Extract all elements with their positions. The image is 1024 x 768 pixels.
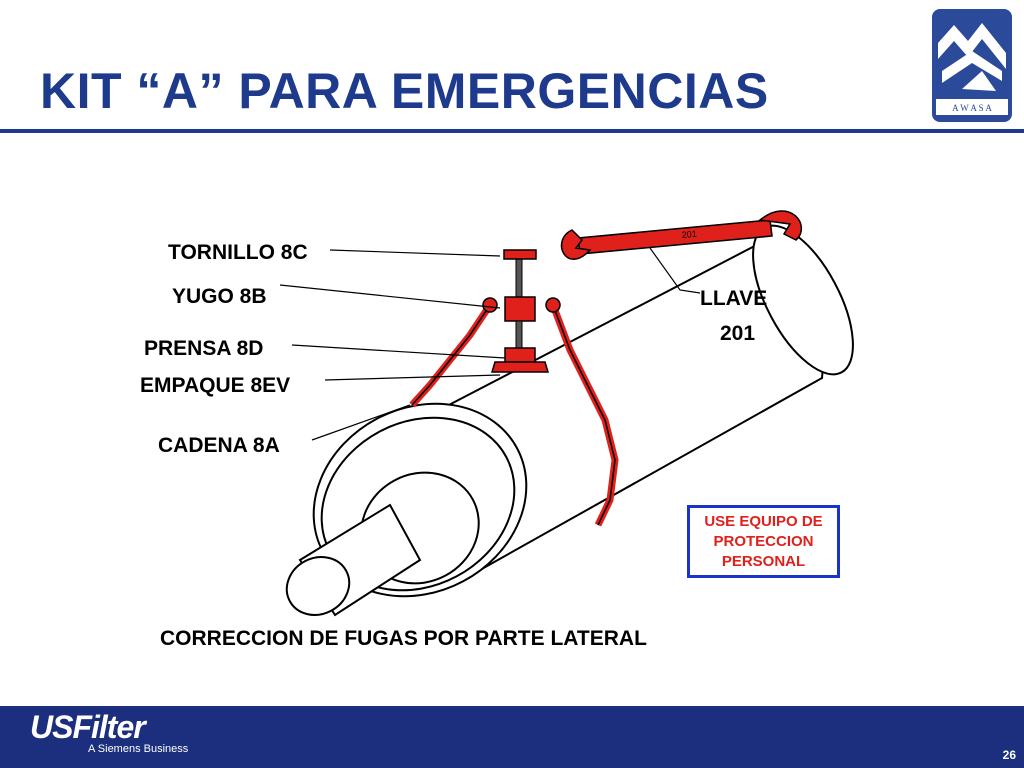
slide-title: KIT “A” PARA EMERGENCIAS — [40, 63, 769, 119]
yoke — [505, 297, 535, 321]
label-yugo: YUGO 8B — [172, 285, 267, 308]
footer-bar — [0, 706, 1024, 768]
warning-line-2: PROTECCION — [713, 532, 814, 550]
label-cadena: CADENA 8A — [158, 434, 280, 457]
brand-subtitle: A Siemens Business — [88, 743, 189, 755]
warning-line-1: USE EQUIPO DE — [704, 512, 823, 530]
label-prensa: PRENSA 8D — [144, 337, 264, 360]
diagram-caption: CORRECCION DE FUGAS POR PARTE LATERAL — [160, 627, 647, 650]
label-empaque: EMPAQUE 8EV — [140, 374, 291, 397]
label-llave-number: 201 — [720, 322, 756, 345]
page-number: 26 — [1002, 748, 1016, 762]
logo-text: A W A S A — [952, 103, 992, 113]
gasket — [492, 362, 548, 372]
screw-head — [504, 250, 536, 259]
usfilter-logo: USFilter — [30, 709, 145, 745]
label-llave: LLAVE — [700, 287, 768, 310]
wrench-mark: 201 — [681, 228, 698, 240]
press — [505, 348, 535, 362]
safety-warning-box — [687, 505, 840, 578]
label-tornillo: TORNILLO 8C — [168, 241, 308, 264]
warning-line-3: PERSONAL — [721, 552, 806, 570]
